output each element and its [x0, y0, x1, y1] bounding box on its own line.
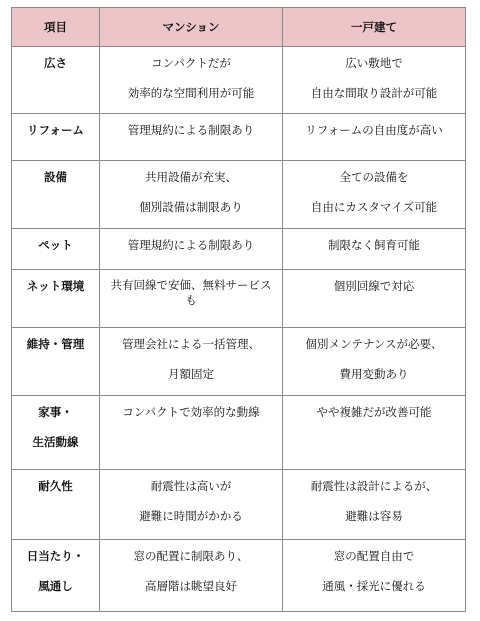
- table-row: [12, 161, 466, 229]
- row-label: [12, 396, 100, 470]
- house-cell: [283, 47, 466, 114]
- row-label: [12, 328, 100, 396]
- cell-line: 共有回線で安価、無料サービス: [110, 278, 272, 292]
- table-row: [12, 229, 466, 270]
- row-label: [12, 540, 100, 612]
- row-label: [12, 470, 100, 540]
- cell-line: 個別メンテナンスが必要、: [305, 337, 443, 351]
- row-label-line: ペット: [38, 238, 73, 252]
- cell-line: 広い敷地で: [345, 56, 403, 70]
- row-label-line: 風通し: [38, 579, 73, 593]
- mansion-cell: [100, 47, 283, 114]
- row-label: [12, 114, 100, 161]
- header-mansion: マンション: [100, 8, 283, 47]
- table-row: [12, 114, 466, 161]
- cell-line: 費用変動あり: [339, 367, 409, 381]
- mansion-cell: [100, 328, 283, 396]
- row-label-line: 設備: [44, 170, 67, 184]
- row-label-line: 耐久性: [38, 479, 73, 493]
- table-row: [12, 47, 466, 114]
- house-cell: [283, 229, 466, 270]
- house-cell: [283, 470, 466, 540]
- cell-line: 管理規約による制限あり: [127, 238, 255, 252]
- house-cell: [283, 328, 466, 396]
- row-label: [12, 47, 100, 114]
- mansion-cell: [100, 396, 283, 470]
- row-label-line: 広さ: [44, 56, 67, 70]
- cell-line: 避難に時間がかかる: [139, 509, 243, 523]
- cell-line: コンパクトで効率的な動線: [122, 405, 260, 419]
- cell-line: 月額固定: [168, 367, 214, 381]
- cell-line: やや複雑だが改善可能: [316, 405, 432, 419]
- row-label-line: リフォーム: [27, 123, 84, 137]
- row-label-line: 日当たり・: [26, 549, 85, 563]
- cell-line: 自由な間取り設計が可能: [310, 86, 438, 100]
- cell-line: 全ての設備を: [339, 170, 409, 184]
- header-row: [12, 8, 466, 47]
- cell-line: 自由にカスタマイズ可能: [310, 200, 438, 214]
- cell-line: 管理会社による一括管理、: [122, 337, 260, 351]
- cell-line: も: [185, 293, 197, 307]
- row-label-line: 生活動線: [32, 435, 79, 449]
- cell-line: コンパクトだが: [151, 56, 231, 70]
- cell-line: 管理規約による制限あり: [127, 123, 255, 137]
- header-item: 項目: [12, 8, 100, 47]
- table-row: [12, 396, 466, 470]
- row-label-line: 家事・: [38, 405, 73, 419]
- row-label: [12, 270, 100, 328]
- table-row: [12, 470, 466, 540]
- cell-line: 耐震性は高いが: [150, 479, 232, 493]
- house-cell: [283, 540, 466, 612]
- cell-line: リフォームの自由度が高い: [305, 123, 443, 137]
- cell-line: 窓の配置に制限あり、: [133, 549, 249, 563]
- house-cell: [283, 396, 466, 470]
- cell-line: 高層階は眺望良好: [145, 579, 237, 593]
- row-label-line: 維持・管理: [26, 337, 85, 351]
- cell-line: 通風・採光に優れる: [322, 579, 426, 593]
- mansion-cell: [100, 470, 283, 540]
- header-house: 一戸建て: [283, 8, 466, 47]
- table-row: [12, 540, 466, 612]
- cell-line: 個別設備は制限あり: [139, 200, 243, 214]
- house-cell: [283, 270, 466, 328]
- house-cell: [283, 114, 466, 161]
- row-label: [12, 229, 100, 270]
- cell-line: 共用設備が充実、: [145, 170, 237, 184]
- mansion-cell: [100, 540, 283, 612]
- row-label-line: ネット環境: [26, 279, 85, 293]
- cell-line: 窓の配置自由で: [333, 549, 415, 563]
- mansion-cell: [100, 229, 283, 270]
- mansion-cell: [100, 270, 283, 328]
- mansion-cell: [100, 161, 283, 229]
- row-label: [12, 161, 100, 229]
- cell-line: 耐震性は設計によるが、: [310, 479, 438, 493]
- table-row: [12, 328, 466, 396]
- house-cell: [283, 161, 466, 229]
- cell-line: 個別回線で対応: [333, 279, 415, 293]
- table-row: [12, 270, 466, 328]
- cell-line: 制限なく飼育可能: [328, 238, 420, 252]
- mansion-cell: [100, 114, 283, 161]
- cell-line: 避難は容易: [345, 509, 403, 523]
- comparison-table: [11, 7, 466, 612]
- cell-line: 効率的な空間利用が可能: [127, 86, 255, 100]
